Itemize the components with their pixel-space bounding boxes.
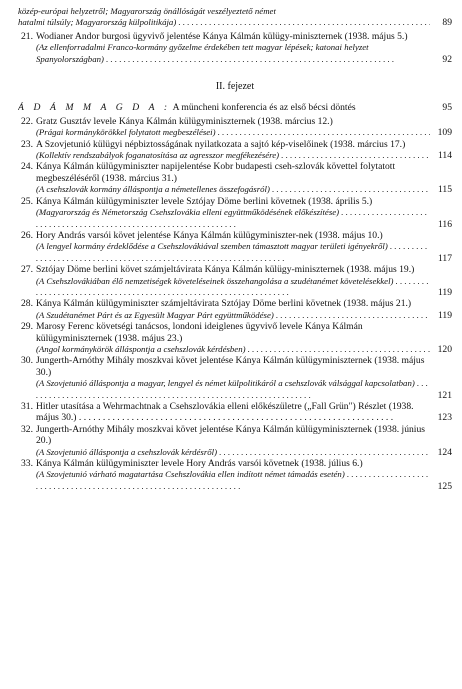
chapter-title-line — [18, 102, 452, 113]
entry-note: (A Szovjetunió álláspontja a magyar, lengyel és német külpolitikáról a csehszlovák válsággal kapcsolatban) . . . — [36, 378, 430, 401]
entry-title: Kánya Kálmán külügyminiszter számjeltávirata Sztójay Döme berlini követnek (1938. május 21.) — [36, 298, 412, 310]
toc-entry — [18, 116, 452, 139]
entry-note: (Magyarország és Németország Csehszlovákia elleni együttműködésének előkészítése) . . . — [36, 207, 430, 230]
entry-number: 31. — [21, 401, 33, 412]
entry-title: Kánya Kálmán külügyminiszter levele Hory András varsói követnek (1938. július 6.) — [36, 458, 363, 470]
entry-note: (Kollektív rendszabályok foganatosítása az agresszor megfékezésére) . . . — [36, 150, 430, 161]
entry-number: 29. — [21, 321, 33, 333]
carry-over-note: közép-európai helyzetről; Magyarország önállóságát veszélyeztető német hatalmi túlsúly; Magyarország külpolitikája) . . . — [18, 6, 430, 29]
entry-title: Sztójay Döme berlini követ számjeltávirata Kánya Kálmán külügy-miniszternek (1938. május 19.) — [36, 264, 415, 276]
entry-number: 22. — [21, 115, 33, 127]
entry-number: 30. — [21, 355, 33, 367]
entry-number: 21. — [21, 30, 33, 42]
entry-note: (A Szovjetunió várható magatartása Csehszlovákia ellen indított német támadás esetén) . . . — [36, 469, 430, 492]
toc-entry — [18, 230, 452, 264]
page-number: 95 — [432, 102, 452, 113]
entry-title: Gratz Gusztáv levele Kánya Kálmán külügyminiszternek (1938. március 12.) — [36, 115, 333, 127]
entry-note: (Prágai kormánykörökkel folytatott megbeszélései) . . . — [36, 127, 430, 138]
page-number: 121 — [432, 390, 452, 401]
toc-entry — [18, 161, 452, 195]
chapter-author: Á D Á M M A G D A : — [18, 102, 171, 114]
entry-title: Marosy Ferenc követségi tanácsos, londoni ideiglenes ügyvivő levele Kánya Kálmán külügyminiszternek (1938. május 23.) — [36, 321, 363, 344]
entry-title: Kánya Kálmán külügyminiszter napijelentése Kobr budapesti cseh-szlovák követtel folytatott megbeszéléséről (1938. március 31.) — [36, 161, 396, 184]
entry-note: (A Csehszlovákiában élő nemzetiségek követeléseinek összehangolása a szudétanémet követelésekkel) . . . — [36, 276, 430, 299]
page-number: 109 — [432, 127, 452, 138]
carry-over-entry — [18, 6, 452, 29]
entry-note: (A Szudétanémet Párt és az Egyesült Magyar Párt együttműködése) . . . — [36, 310, 430, 321]
page-number: 124 — [432, 447, 452, 458]
page-number: 92 — [432, 54, 452, 65]
page-number: 120 — [432, 344, 452, 355]
toc-entry — [18, 401, 452, 424]
entry-number: 23. — [21, 138, 33, 150]
entry-title: Jungerth-Arnóthy Mihály moszkvai követ jelentése Kánya Kálmán külügyminiszternek (1938. május 30.) — [36, 355, 425, 378]
entry-title: Hory András varsói követ jelentése Kánya Kálmán külügyminiszter-nek (1938. május 10.) — [36, 229, 383, 241]
entry-number: 33. — [21, 458, 33, 470]
toc-entry — [18, 196, 452, 230]
entry-note: (Az ellenforradalmi Franco-kormány győzelme érdekében tett magyar lépések; katonai helyzet Spanyolországban) . . . — [36, 42, 430, 65]
entry-note: (A Szovjetunió álláspontja a csehszlovák kérdésről) . . . — [36, 447, 430, 458]
page-number: 117 — [432, 253, 452, 264]
entry-number: 32. — [21, 423, 33, 435]
entry-title: A Szovjetunió külügyi népbiztosságának nyilatkozata a sajtó kép-viselőinek (1938. március 17.) — [36, 138, 406, 150]
toc-entry — [18, 321, 452, 355]
toc-entry — [18, 31, 452, 65]
page-number: 116 — [432, 219, 452, 230]
toc-entry — [18, 139, 452, 162]
chapter-title: A müncheni konferencia és az első bécsi döntés — [172, 102, 356, 114]
entry-number: 28. — [21, 298, 33, 310]
page-number: 123 — [432, 412, 452, 423]
toc-entry — [18, 264, 452, 298]
page-number: 115 — [432, 184, 452, 195]
entry-number: 25. — [21, 195, 33, 207]
page-number: 119 — [432, 310, 452, 321]
entry-note: (A csehszlovák kormány álláspontja a németellenes összefogásról) . . . — [36, 184, 430, 195]
entry-number: 27. — [21, 264, 33, 276]
toc-entry — [18, 355, 452, 401]
page-number: 125 — [432, 481, 452, 492]
entry-number: 26. — [21, 229, 33, 241]
entry-title: Kánya Kálmán külügyminiszter levele Sztójay Döme berlini követnek (1938. április 5.) — [36, 195, 373, 207]
entry-title: Wodianer Andor burgosi ügyvivő jelentése Kánya Kálmán külügy-miniszternek (1938. május 5.) — [36, 30, 408, 42]
entry-note: (Angol kormánykörök álláspontja a csehszlovák kérdésben) . . . — [36, 344, 430, 355]
page-number: 114 — [432, 150, 452, 161]
toc-entry — [18, 424, 452, 458]
chapter-heading: II. fejezet — [215, 81, 255, 93]
page-number: 89 — [432, 17, 452, 28]
page-number: 119 — [432, 287, 452, 298]
entry-title: Hitler utasítása a Wehrmachtnak a Csehszlovákia elleni előkészületre („Fall Grün") Részlet (1938. május 30.) . . . — [36, 401, 430, 424]
entry-note: (A lengyel kormány érdeklődése a Csehszlovákiával szemben támasztott magyar területi igényekről) . . . — [36, 241, 430, 264]
toc-entry — [18, 458, 452, 492]
entry-number: 24. — [21, 161, 33, 173]
entry-title: Jungerth-Arnóthy Mihály moszkvai követ jelentése Kánya Kálmán külügyminiszternek (1938. június 20.) — [36, 423, 425, 447]
toc-entry — [18, 298, 452, 321]
